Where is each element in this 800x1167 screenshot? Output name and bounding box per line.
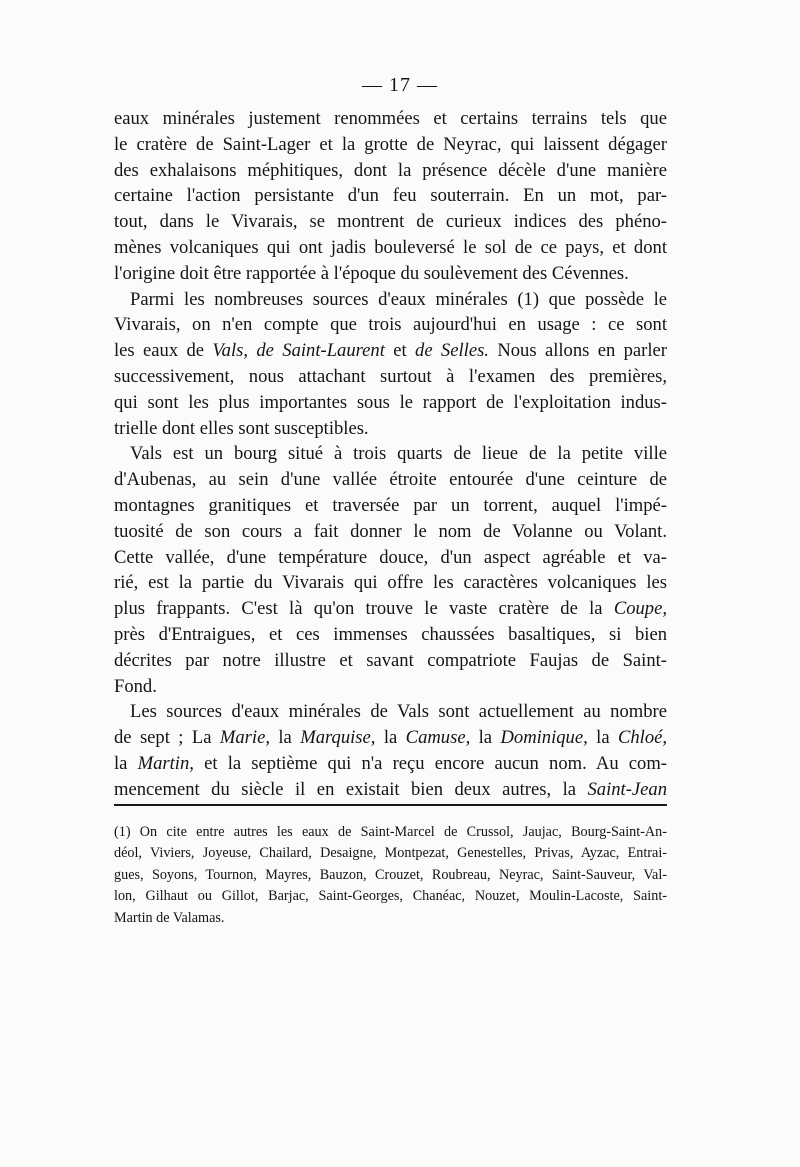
italic-source-name: Dominique, [500, 727, 588, 749]
text-run: Nous allons en parler [497, 340, 667, 362]
text-line-mixed [114, 338, 667, 364]
main-text [114, 106, 667, 803]
text-line: Les sources d'eaux minérales de Vals sont actuellement au nombre [130, 701, 667, 723]
text-line-mixed [114, 777, 667, 803]
text-line: rié, est la partie du Vivarais qui offre les caractères volcaniques les [114, 572, 667, 594]
text-line: montagnes granitiques et traversée par un torrent, auquel l'impé- [114, 494, 667, 516]
text-run: plus frappants. C'est là qu'on trouve le vaste cratère de la [114, 598, 603, 620]
text-run: la [383, 727, 398, 749]
page-number: — 17 — [362, 74, 438, 96]
italic-source-name: Chloé, [617, 727, 668, 749]
text-line: certaine l'action persistante d'un feu souterrain. En un mot, par- [114, 185, 667, 207]
text-run: les eaux de [114, 340, 205, 362]
italic-place-name: Coupe, [613, 598, 668, 620]
text-line: d'Aubenas, au sein d'une vallée étroite entourée d'une ceinture de [114, 469, 667, 491]
text-line: des exhalaisons méphitiques, dont la présence décèle d'une manière [114, 159, 667, 181]
text-run: la [478, 727, 493, 749]
italic-source-name: Martin, [137, 752, 194, 774]
footnote-line: lon, Gilhaut ou Gillot, Barjac, Saint-Georges, Chanéac, Nouzet, Moulin-Lacoste, Saint- [114, 888, 667, 905]
text-run: la [596, 727, 610, 749]
italic-source-name: Marie, [219, 727, 270, 749]
text-run: la [114, 752, 128, 774]
text-line: qui sont les plus importantes sous le rapport de l'exploitation indus- [114, 391, 667, 413]
text-run: de sept ; La [114, 727, 212, 749]
footnote [114, 822, 667, 929]
text-line: Parmi les nombreuses sources d'eaux minérales (1) que possède le [130, 288, 667, 310]
text-line: Vivarais, on n'en compte que trois aujourd'hui en usage : ce sont [114, 314, 667, 336]
text-run: mencement du siècle il en existait bien deux autres, la [114, 778, 577, 800]
footnote-line: Martin de Valamas. [114, 909, 225, 926]
text-run: et la septième qui n'a reçu encore aucun nom. Au com- [204, 752, 667, 774]
text-line-mixed [114, 751, 667, 777]
italic-source-name: Saint-Jean [587, 778, 667, 800]
text-line: près d'Entraigues, et ces immenses chaussées basaltiques, si bien [114, 623, 667, 645]
text-line: tuosité de son cours a fait donner le nom de Volanne ou Volant. [114, 520, 667, 542]
text-line-mixed [114, 725, 667, 751]
text-line: le cratère de Saint-Lager et la grotte de Neyrac, qui laissent dégager [114, 133, 667, 155]
footnote-line: gues, Soyons, Tournon, Mayres, Bauzon, Crouzet, Roubreau, Neyrac, Saint-Sauveur, Val- [114, 866, 667, 883]
text-line: l'origine doit être rapportée à l'époque du soulèvement des Cévennes. [114, 262, 629, 284]
text-line: Fond. [114, 675, 157, 697]
footnote-divider [114, 804, 667, 806]
text-line: successivement, nous attachant surtout à l'examen des premières, [114, 365, 667, 387]
text-line-mixed [114, 596, 667, 622]
text-line: Vals est un bourg situé à trois quarts de lieue de la petite ville [130, 443, 667, 465]
text-line: mènes volcaniques qui ont jadis bouleversé le sol de ce pays, et dont [114, 236, 667, 258]
text-line: eaux minérales justement renommées et certains terrains tels que [114, 108, 667, 129]
text-line: Cette vallée, d'une température douce, d'un aspect agréable et va- [114, 546, 667, 568]
footnote-line: déol, Viviers, Joyeuse, Chailard, Desaigne, Montpezat, Genestelles, Privas, Ayzac, Entrai- [114, 845, 667, 862]
text-line: trielle dont elles sont susceptibles. [114, 417, 369, 439]
text-run: et [393, 340, 407, 362]
italic-source-name: Marquise, [300, 727, 376, 749]
text-line: décrites par notre illustre et savant compatriote Faujas de Saint- [114, 649, 667, 671]
footnote-line: (1) On cite entre autres les eaux de Saint-Marcel de Crussol, Jaujac, Bourg-Saint-An- [114, 824, 667, 840]
text-run: la [278, 727, 292, 749]
italic-source-name: Camuse, [405, 727, 471, 749]
text-line: tout, dans le Vivarais, se montrent de curieux indices des phéno- [114, 211, 667, 233]
italic-source-names: Vals, de Saint-Laurent [212, 340, 385, 362]
italic-source-name: de Selles. [415, 340, 489, 362]
